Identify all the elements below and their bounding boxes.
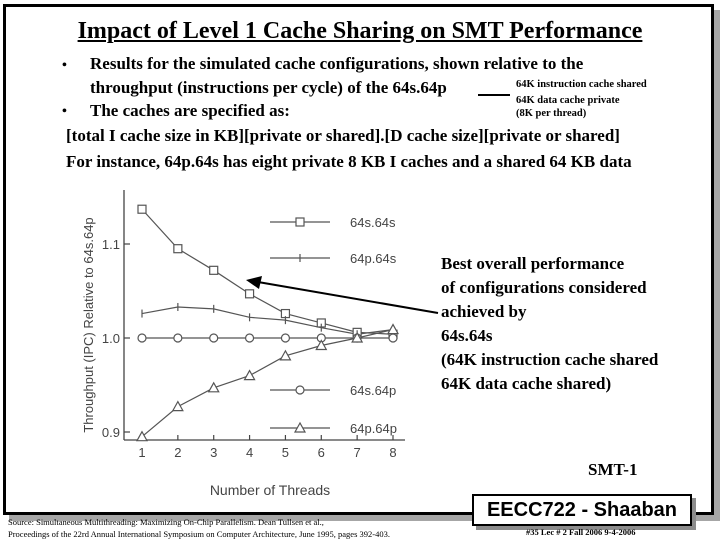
- chart-legend: [270, 215, 397, 436]
- chart-series-lines: [142, 209, 393, 436]
- course-badge: EECC722 - Shaaban: [472, 494, 692, 526]
- x-tick-label: 6: [317, 445, 325, 460]
- y-axis-label: Throughput (IPC) Relative to 64s.64p: [81, 217, 96, 433]
- data-point-64s-64s: [174, 245, 182, 253]
- bullet-1-line-2: throughput (instructions per cycle) of the 64s.64p: [90, 78, 447, 97]
- callout-text: [441, 252, 658, 396]
- spec-example-line: For instance, 64p.64s has eight private 8 KB I caches and a shared 64 KB data: [66, 152, 632, 171]
- source-line: Source: Simultaneous Multithreading: Maximizing On-Chip Parallelism. Dean Tullsen et al.,: [8, 517, 324, 527]
- bullet-marker: •: [62, 104, 67, 119]
- legend-label: 64p.64p: [350, 421, 397, 436]
- bullet-1-line-1: Results for the simulated cache configurations, shown relative to the: [90, 54, 584, 73]
- data-point-64s-64s: [138, 205, 146, 213]
- data-point-64s-64s: [210, 266, 218, 274]
- legend-label: 64p.64s: [350, 251, 397, 266]
- side-note-line-3: (8K per thread): [516, 108, 587, 119]
- chart-markers: [137, 205, 398, 440]
- slide-tag: SMT-1: [588, 460, 638, 479]
- y-tick-label: 0.9: [101, 425, 120, 440]
- data-point-64s-64s: [246, 290, 254, 298]
- callout-line: (64K instruction cache shared: [441, 350, 659, 369]
- x-tick-label: 2: [174, 445, 182, 460]
- slide-footer: #35 Lec # 2 Fall 2006 9-4-2006: [526, 527, 636, 537]
- source-line: Proceedings of the 22rd Annual International Symposium on Computer Architecture, June 1995, pages 392-403.: [8, 529, 390, 539]
- side-note-line-1: 64K instruction cache shared: [516, 79, 647, 90]
- legend-marker: [296, 218, 304, 226]
- x-tick-label: 8: [389, 445, 397, 460]
- data-point-64p-64p: [388, 325, 398, 334]
- callout-line: Best overall performance: [441, 254, 625, 273]
- bullet-2-line-1: The caches are specified as:: [90, 101, 290, 120]
- bullet-marker: •: [62, 58, 67, 73]
- data-point-64s-64p: [281, 334, 289, 342]
- data-point-64p-64p: [173, 402, 183, 411]
- x-tick-label: 5: [281, 445, 290, 460]
- legend-marker: [296, 386, 304, 394]
- spec-format-line: [total I cache size in KB][private or shared].[D cache size][private or shared]: [66, 126, 620, 145]
- legend-label: 64s.64p: [350, 383, 397, 398]
- x-axis-label: Number of Threads: [209, 482, 331, 498]
- data-point-64p-64p: [209, 383, 219, 392]
- callout-line: achieved by: [441, 302, 527, 321]
- data-point-64s-64p: [210, 334, 218, 342]
- slide-title: Impact of Level 1 Cache Sharing on SMT Performance: [77, 18, 643, 44]
- chart-axes: [102, 190, 405, 460]
- x-tick-label: 7: [353, 445, 361, 460]
- legend-label: 64s.64s: [350, 215, 396, 230]
- callout-line: 64s.64s: [441, 326, 493, 345]
- y-tick-label: 1.1: [101, 237, 120, 252]
- data-point-64p-64p: [245, 371, 255, 380]
- callout-line: of configurations considered: [441, 278, 647, 297]
- callout-line: 64K data cache shared): [441, 374, 612, 393]
- x-tick-label: 3: [210, 445, 218, 460]
- x-tick-label: 1: [138, 445, 146, 460]
- data-point-64s-64p: [174, 334, 182, 342]
- x-tick-label: 4: [245, 445, 254, 460]
- y-tick-label: 1.0: [101, 331, 120, 346]
- data-point-64s-64p: [246, 334, 254, 342]
- source-citation: [8, 516, 390, 540]
- data-point-64s-64p: [138, 334, 146, 342]
- side-note-line-2: 64K data cache private: [516, 95, 620, 106]
- data-point-64s-64p: [389, 334, 397, 342]
